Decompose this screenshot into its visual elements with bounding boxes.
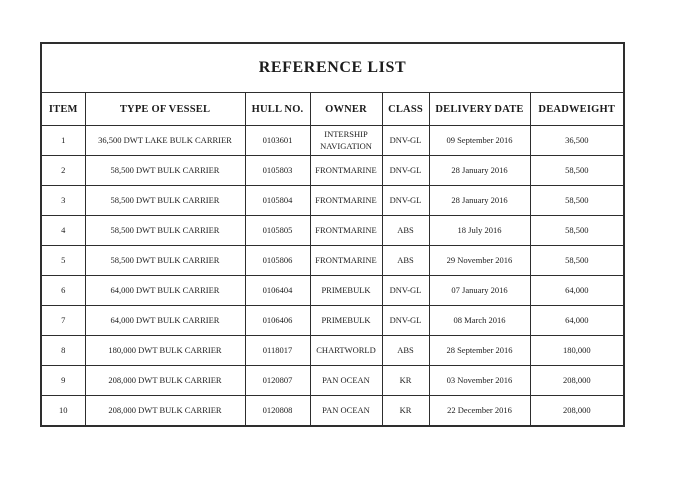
table-row	[41, 216, 624, 246]
cell-type-of-vessel: 180,000 DWT BULK CARRIER	[85, 336, 245, 366]
cell-type-of-vessel: 58,500 DWT BULK CARRIER	[85, 186, 245, 216]
cell-deadweight: 36,500	[530, 126, 624, 156]
cell-item: 3	[41, 186, 85, 216]
cell-class: KR	[382, 366, 429, 396]
cell-type-of-vessel: 58,500 DWT BULK CARRIER	[85, 246, 245, 276]
cell-deadweight: 64,000	[530, 306, 624, 336]
column-header-class: CLASS	[382, 93, 429, 126]
cell-hull-no: 0103601	[245, 126, 310, 156]
cell-type-of-vessel: 36,500 DWT LAKE BULK CARRIER	[85, 126, 245, 156]
cell-owner: FRONTMARINE	[310, 186, 382, 216]
cell-deadweight: 58,500	[530, 246, 624, 276]
cell-owner: PRIMEBULK	[310, 276, 382, 306]
cell-owner: FRONTMARINE	[310, 216, 382, 246]
cell-owner: PRIMEBULK	[310, 306, 382, 336]
column-header-hull-no: HULL NO.	[245, 93, 310, 126]
cell-deadweight: 58,500	[530, 216, 624, 246]
cell-owner: CHARTWORLD	[310, 336, 382, 366]
table-row	[41, 396, 624, 427]
cell-class: DNV-GL	[382, 306, 429, 336]
cell-delivery-date: 03 November 2016	[429, 366, 530, 396]
cell-hull-no: 0118017	[245, 336, 310, 366]
cell-delivery-date: 08 March 2016	[429, 306, 530, 336]
cell-type-of-vessel: 208,000 DWT BULK CARRIER	[85, 396, 245, 427]
cell-delivery-date: 18 July 2016	[429, 216, 530, 246]
cell-deadweight: 58,500	[530, 186, 624, 216]
cell-item: 1	[41, 126, 85, 156]
cell-delivery-date: 09 September 2016	[429, 126, 530, 156]
cell-class: DNV-GL	[382, 276, 429, 306]
cell-hull-no: 0120807	[245, 366, 310, 396]
cell-type-of-vessel: 64,000 DWT BULK CARRIER	[85, 276, 245, 306]
cell-item: 9	[41, 366, 85, 396]
cell-class: ABS	[382, 336, 429, 366]
cell-owner: FRONTMARINE	[310, 156, 382, 186]
cell-class: DNV-GL	[382, 126, 429, 156]
cell-class: ABS	[382, 216, 429, 246]
cell-type-of-vessel: 208,000 DWT BULK CARRIER	[85, 366, 245, 396]
table-row	[41, 246, 624, 276]
cell-type-of-vessel: 64,000 DWT BULK CARRIER	[85, 306, 245, 336]
cell-owner: PAN OCEAN	[310, 396, 382, 427]
table-row	[41, 126, 624, 156]
cell-item: 6	[41, 276, 85, 306]
column-header-deadweight: DEADWEIGHT	[530, 93, 624, 126]
cell-deadweight: 58,500	[530, 156, 624, 186]
column-header-item: ITEM	[41, 93, 85, 126]
cell-item: 10	[41, 396, 85, 427]
cell-class: KR	[382, 396, 429, 427]
cell-owner: PAN OCEAN	[310, 366, 382, 396]
cell-type-of-vessel: 58,500 DWT BULK CARRIER	[85, 156, 245, 186]
column-header-type-of-vessel: TYPE OF VESSEL	[85, 93, 245, 126]
reference-list-table	[40, 42, 625, 427]
cell-delivery-date: 28 January 2016	[429, 186, 530, 216]
column-header-owner: OWNER	[310, 93, 382, 126]
table-row	[41, 186, 624, 216]
table-row	[41, 156, 624, 186]
table-row	[41, 366, 624, 396]
cell-class: DNV-GL	[382, 156, 429, 186]
table-row	[41, 276, 624, 306]
cell-item: 8	[41, 336, 85, 366]
cell-type-of-vessel: 58,500 DWT BULK CARRIER	[85, 216, 245, 246]
cell-class: ABS	[382, 246, 429, 276]
cell-hull-no: 0105804	[245, 186, 310, 216]
cell-owner: FRONTMARINE	[310, 246, 382, 276]
cell-class: DNV-GL	[382, 186, 429, 216]
table-body	[41, 126, 624, 427]
table-row	[41, 336, 624, 366]
cell-owner: INTERSHIP NAVIGATION	[310, 126, 382, 156]
cell-delivery-date: 07 January 2016	[429, 276, 530, 306]
cell-hull-no: 0106406	[245, 306, 310, 336]
cell-item: 5	[41, 246, 85, 276]
cell-hull-no: 0120808	[245, 396, 310, 427]
cell-hull-no: 0105805	[245, 216, 310, 246]
table-header-row	[41, 93, 624, 126]
title-row	[41, 43, 624, 93]
cell-item: 2	[41, 156, 85, 186]
page-title: REFERENCE LIST	[41, 43, 624, 93]
cell-item: 4	[41, 216, 85, 246]
cell-deadweight: 180,000	[530, 336, 624, 366]
cell-delivery-date: 22 December 2016	[429, 396, 530, 427]
cell-hull-no: 0105806	[245, 246, 310, 276]
column-header-delivery-date: DELIVERY DATE	[429, 93, 530, 126]
cell-item: 7	[41, 306, 85, 336]
cell-deadweight: 208,000	[530, 396, 624, 427]
cell-delivery-date: 28 September 2016	[429, 336, 530, 366]
cell-delivery-date: 29 November 2016	[429, 246, 530, 276]
cell-deadweight: 64,000	[530, 276, 624, 306]
cell-deadweight: 208,000	[530, 366, 624, 396]
cell-delivery-date: 28 January 2016	[429, 156, 530, 186]
cell-hull-no: 0106404	[245, 276, 310, 306]
table-row	[41, 306, 624, 336]
cell-hull-no: 0105803	[245, 156, 310, 186]
